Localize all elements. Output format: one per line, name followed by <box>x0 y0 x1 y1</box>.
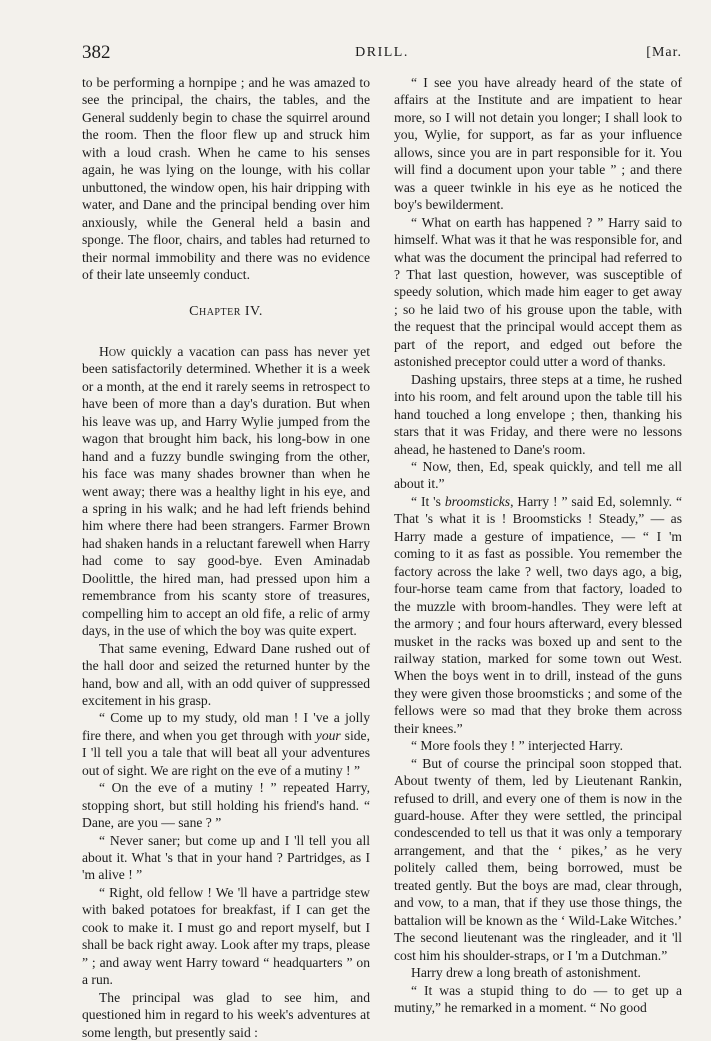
paragraph-text: side, I 'll tell you a tale that will beat all your adventures out of sight. We are right on the eve of a mutiny ! ” <box>82 727 370 778</box>
paragraph-text: , Harry ! ” said Ed, solemnly. “ That 's what it is ! Broomsticks ! Steady,” — as Harry made a gesture of impatience, — “ I 'm coming to it as fast as possible. You remember the factory across the lake ? well, two days ago, a big, four-horse team came from that factory, loaded to the muzzle with broom-handles. They were left at the armory ; and four hours afterward, every blessed musket in the racks was boxed up and sent to the railway station, marked for some town out West. When the boys went in to drill, instead of the guns they were given those broomsticks ; and some of the fellows were so mad that they broke them across their knees.” <box>394 493 682 736</box>
paragraph: “ On the eve of a mutiny ! ” repeated Harry, stopping short, but still holding his friend's hand. “ Dane, are you — sane ? ” <box>82 780 370 831</box>
paragraph <box>82 343 370 640</box>
paragraph: “ What on earth has happened ? ” Harry said to himself. What was it that he was responsible for, and what was the document the principal had referred to ? That last question, however, was susceptible of speedy solution, which made him eager to get away ; so he laid two of his grouse upon the table, with the request that the principal would accept them as part of the report, and edged out before the astonished preceptor could utter a word of thanks. <box>394 214 682 370</box>
page-number: 382 <box>82 42 111 63</box>
paragraph: “ Now, then, Ed, speak quickly, and tell me all about it.” <box>394 458 682 492</box>
running-header <box>82 42 682 66</box>
paragraph: “ Never saner; but come up and I 'll tell you all about it. What 's that in your hand ? Partridges, as I 'm alive ! ” <box>82 832 370 883</box>
paragraph: That same evening, Edward Dane rushed out of the hall door and seized the returned hunter by the hand, bow and all, with an odd quiver of suppressed excitement in his grasp. <box>82 640 370 708</box>
running-month: [Mar. <box>646 45 682 60</box>
paragraph: “ I see you have already heard of the state of affairs at the Institute and are impatient to hear more, so I will not detain you longer; I shall look to you, Wylie, for support, as far as your influence allows, since you are in part responsible for it. You will find a document upon your table ” ; and there was a queer twinkle in his eye as he noticed the boy's bewilderment. <box>394 75 682 213</box>
left-column <box>82 74 370 1041</box>
paragraph: Dashing upstairs, three steps at a time, he rushed into his room, and felt around upon the table till his hand touched a long envelope ; then, thanking his stars that it was Friday, and there were no lessons ahead, he hastened to Dane's room. <box>394 371 682 457</box>
emphasis: broomsticks <box>444 493 511 509</box>
running-title: DRILL. <box>355 45 409 60</box>
emphasis: your <box>315 727 341 743</box>
paragraph-text: “ Come up to my study, old man ! I 've a jolly fire there, and when you get through with <box>82 710 370 743</box>
paragraph: to be performing a hornpipe ; and he was amazed to see the principal, the chairs, the tables, and the General suddenly begin to chase the squirrel around the room. Then the floor flew up and struck him with a loud crash. When he came to his senses again, he was lying on the lounge, with his collar unbuttoned, the window open, his hair dripping with water, and Dane and the principal bending over him anxiously, while the General held a basin and sponge. The floor, chairs, and tables had returned to their normal immobility and there was no evidence of their late unseemly conduct. <box>82 75 370 282</box>
paragraph: “ Right, old fellow ! We 'll have a partridge stew with baked potatoes for breakfast, if I can get the cook to make it. I must go and report myself, but I shall be back right away. Look after my traps, please ” ; and away went Harry toward “ headquarters ” on a run. <box>82 884 370 988</box>
paragraph: Harry drew a long breath of astonishment. <box>411 965 641 981</box>
paragraph: “ More fools they ! ” interjected Harry. <box>411 738 623 754</box>
paragraph <box>394 493 682 737</box>
paragraph: “ But of course the principal soon stopped that. About twenty of them, led by Lieutenant Rankin, refused to drill, and every one of them is now in the guard-house. After they were settled, the principal condescended to tell us that it was only a temporary arrangement, and that the ‘ pikes,’ as he very politely called them, being borrowed, must be treated gently. But the boys are mad, clear through, and vow, to a man, that if they use those things, the battalion will be known as the ‘ Wild-Lake Witches.’ The second lieutenant was the ringleader, and it 'll cost him his shoulder-straps, or I 'm a Dutchman.” <box>394 755 682 963</box>
chapter-heading: Chapter IV. <box>189 304 263 320</box>
paragraph: The principal was glad to see him, and questioned him in regard to his week's adventures at some length, but presently said : <box>82 989 370 1040</box>
right-column <box>394 74 682 1016</box>
paragraph: “ It was a stupid thing to do — to get up a mutiny,” he remarked in a moment. “ No good <box>394 982 682 1016</box>
paragraph-text: quickly a vacation can pass has never yet been satisfactorily determined. Whether it is a week or a month, at the end it rarely seems in retrospect to have been of more than a day's duration. But when his leave was up, and Harry Wylie jumped from the wagon that brought him back, his long-bow in one hand and a fuzzy bundle swinging from the other, his face was many shades browner than when he went away; there was a healthy light in his eye, and a spring in his walk; and he had left friends behind him where there had been strangers. Farmer Brown had shaken hands in a reluctant farewell when Harry had come to say good-bye. Even Aminadab Doolittle, the hired man, had pressed upon him a remembrance from his scanty store of treasures, compelling him to accept an old fife, a relic of army days, in the use of which the boy was quite expert. <box>82 343 370 639</box>
paragraph <box>82 709 370 779</box>
drop-cap-word: How <box>99 343 126 359</box>
paragraph-text: “ It 's <box>411 493 445 509</box>
